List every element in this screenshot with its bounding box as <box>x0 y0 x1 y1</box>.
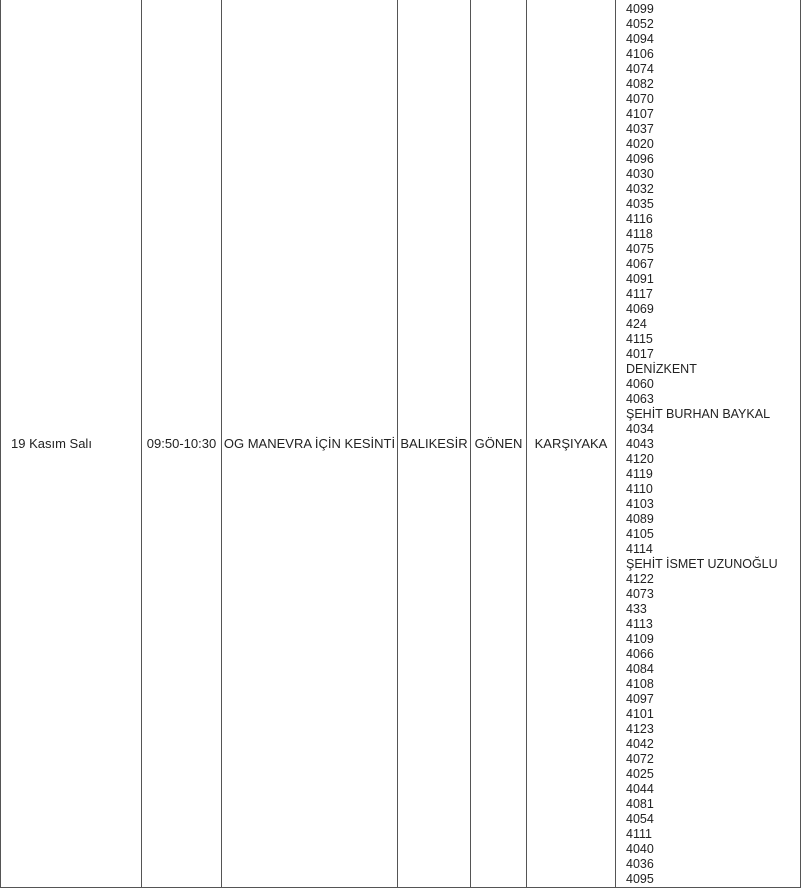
street-item: 4036 <box>626 857 654 871</box>
street-item: 4075 <box>626 242 654 256</box>
street-item: 4043 <box>626 437 654 451</box>
street-item: ŞEHİT BURHAN BAYKAL <box>626 407 771 421</box>
street-item: 4106 <box>626 47 654 61</box>
streets-cell <box>616 0 801 888</box>
street-item: 4035 <box>626 197 654 211</box>
street-item: 4037 <box>626 122 654 136</box>
street-item: 433 <box>626 602 647 616</box>
street-item: 4089 <box>626 512 654 526</box>
district-cell: GÖNEN <box>471 0 527 888</box>
province-cell: BALIKESİR <box>398 0 471 888</box>
street-item: 4017 <box>626 347 654 361</box>
street-item: 4101 <box>626 707 654 721</box>
street-item: 4091 <box>626 272 654 286</box>
street-item: 4111 <box>626 827 652 841</box>
street-item: 4118 <box>626 227 653 241</box>
street-item: DENİZKENT <box>626 362 697 376</box>
street-item: 4030 <box>626 167 654 181</box>
street-item: 4099 <box>626 2 654 16</box>
street-item: 4097 <box>626 692 654 706</box>
street-item: 4060 <box>626 377 654 391</box>
street-item: 4066 <box>626 647 654 661</box>
street-item: 4073 <box>626 587 654 601</box>
street-item: 4095 <box>626 872 654 886</box>
street-item: 4054 <box>626 812 654 826</box>
street-item: 4040 <box>626 842 654 856</box>
street-item: 4082 <box>626 77 654 91</box>
table-row <box>1 0 801 888</box>
street-item: 4120 <box>626 452 654 466</box>
street-item: 4072 <box>626 752 654 766</box>
street-item: 4108 <box>626 677 654 691</box>
street-item: 4081 <box>626 797 654 811</box>
street-item: 4063 <box>626 392 654 406</box>
street-item: 4110 <box>626 482 653 496</box>
reason-cell: OG MANEVRA İÇİN KESİNTİ <box>222 0 398 888</box>
street-item: 4116 <box>626 212 653 226</box>
street-item: 4117 <box>626 287 653 301</box>
street-item: 4114 <box>626 542 653 556</box>
street-item: 4044 <box>626 782 654 796</box>
street-item: 4025 <box>626 767 654 781</box>
street-item: 4034 <box>626 422 654 436</box>
street-item: 4123 <box>626 722 654 736</box>
street-item: 4096 <box>626 152 654 166</box>
time-cell: 09:50-10:30 <box>142 0 222 888</box>
street-item: 4122 <box>626 572 654 586</box>
street-item: 4067 <box>626 257 654 271</box>
street-item: 4032 <box>626 182 654 196</box>
street-item: ŞEHİT İSMET UZUNOĞLU <box>626 557 778 571</box>
street-item: 4119 <box>626 467 653 481</box>
street-item: 424 <box>626 317 647 331</box>
street-item: 4103 <box>626 497 654 511</box>
street-item: 4094 <box>626 32 654 46</box>
street-item: 4052 <box>626 17 654 31</box>
street-item: 4069 <box>626 302 654 316</box>
street-item: 4107 <box>626 107 654 121</box>
street-item: 4070 <box>626 92 654 106</box>
street-item: 4109 <box>626 632 654 646</box>
street-item: 4105 <box>626 527 654 541</box>
neighborhood-cell: KARŞIYAKA <box>527 0 616 888</box>
street-item: 4074 <box>626 62 654 76</box>
street-item: 4113 <box>626 617 653 631</box>
street-list <box>626 2 800 887</box>
street-item: 4042 <box>626 737 654 751</box>
street-item: 4115 <box>626 332 653 346</box>
date-cell: 19 Kasım Salı <box>1 0 142 888</box>
street-item: 4084 <box>626 662 654 676</box>
street-item: 4020 <box>626 137 654 151</box>
